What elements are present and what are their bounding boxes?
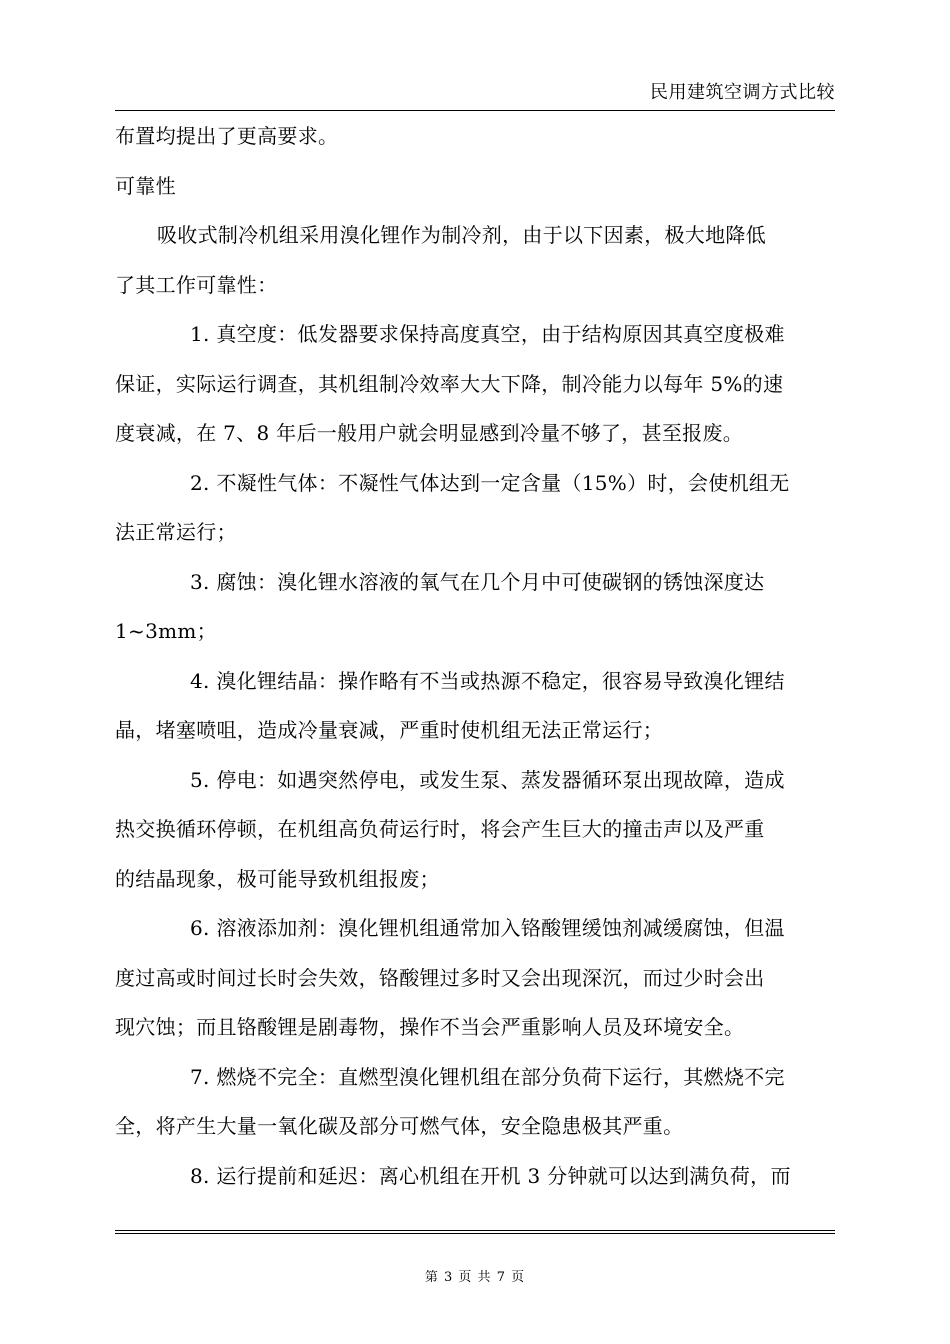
list-item-line: 5. 停电：如遇突然停电，或发生泵、蒸发器循环泵出现故障，造成 — [190, 767, 785, 792]
list-item-line: 4. 溴化锂结晶：操作略有不当或热源不稳定，很容易导致溴化锂结 — [190, 668, 785, 693]
text-line: 法正常运行； — [115, 520, 237, 544]
text-line: 度衰减，在 7、8 年后一般用户就会明显感到冷量不够了，甚至报废。 — [115, 421, 744, 445]
list-item-line: 3. 腐蚀：溴化锂水溶液的氧气在几个月中可使碳钢的锈蚀深度达 — [190, 569, 765, 594]
section-heading: 可靠性 — [115, 173, 176, 198]
list-item-line: 8. 运行提前和延迟：离心机组在开机 3 分钟就可以达到满负荷，而 — [190, 1163, 791, 1188]
text-line: 热交换循环停顿，在机组高负荷运行时，将会产生巨大的撞击声以及严重 — [115, 817, 765, 841]
header-title: 民用建筑空调方式比较 — [650, 82, 835, 103]
page-header — [115, 76, 835, 111]
text-line: 吸收式制冷机组采用溴化锂作为制冷剂，由于以下因素，极大地降低 — [157, 223, 766, 247]
text-line: 了其工作可靠性： — [115, 272, 278, 297]
text-line: 的结晶现象，极可能导致机组报废； — [115, 866, 440, 891]
list-item-line: 7. 燃烧不完全：直燃型溴化锂机组在部分负荷下运行，其燃烧不完 — [190, 1064, 785, 1089]
text-line: 1~3mm； — [115, 619, 217, 643]
text-line: 晶，堵塞喷咀，造成冷量衰减，严重时使机组无法正常运行； — [115, 718, 664, 742]
list-item-line: 1. 真空度：低发器要求保持高度真空，由于结构原因其真空度极难 — [190, 322, 785, 346]
footer-rule — [115, 1230, 835, 1231]
list-item-line: 6. 溶液添加剂：溴化锂机组通常加入铬酸锂缓蚀剂减缓腐蚀，但温 — [190, 916, 785, 940]
page-number: 第 3 页 共 7 页 — [424, 1270, 526, 1285]
text-line: 全，将产生大量一氧化碳及部分可燃气体，安全隐患极其严重。 — [115, 1114, 684, 1138]
text-line: 现穴蚀；而且铬酸锂是剧毒物，操作不当会严重影响人员及环境安全。 — [115, 1015, 745, 1039]
document-body — [115, 112, 837, 1201]
text-line: 度过高或时间过长时会失效，铬酸锂过多时又会出现深沉，而过少时会出 — [115, 965, 765, 990]
text-line: 保证，实际运行调查，其机组制冷效率大大下降，制冷能力以每年 5%的速 — [115, 371, 784, 396]
list-item-line: 2. 不凝性气体：不凝性气体达到一定含量（15%）时，会使机组无 — [190, 470, 790, 495]
text-line: 布置均提出了更高要求。 — [115, 124, 339, 148]
